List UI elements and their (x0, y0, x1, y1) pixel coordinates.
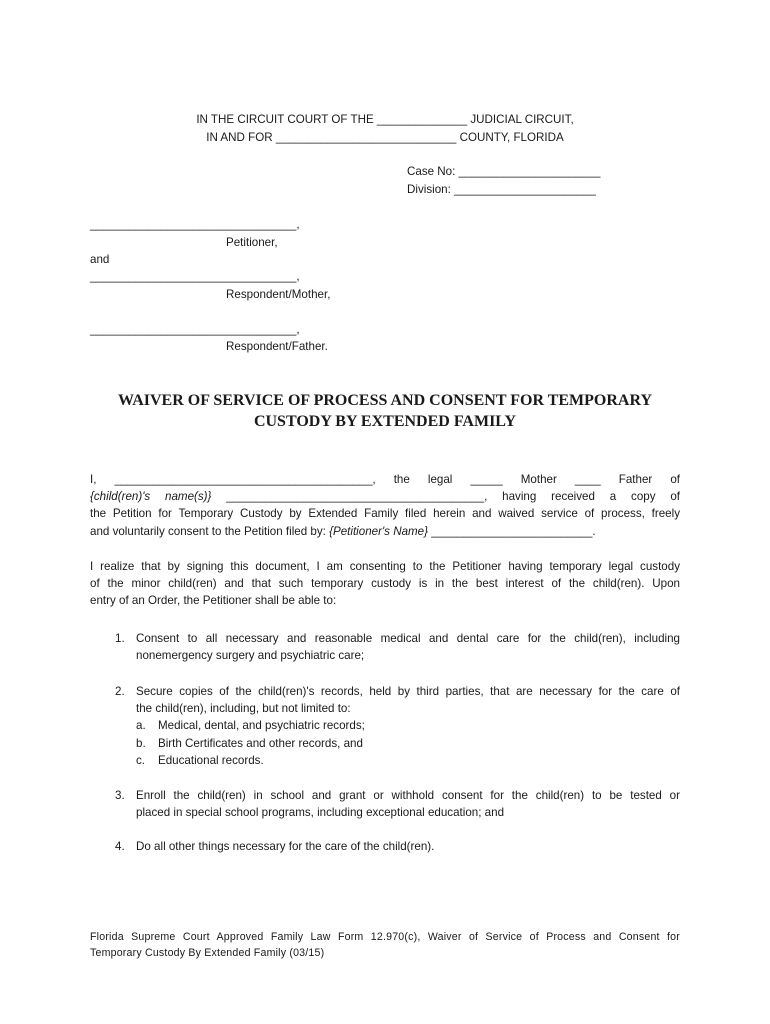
sub-item-label: a. (136, 719, 146, 732)
document-title (90, 390, 680, 432)
item-text-line2: the child(ren), including, but not limited to: (136, 702, 351, 716)
consent-line4-end: _________________________. (428, 524, 596, 538)
sub-item-label: b. (136, 737, 146, 750)
realization-line1: I realize that by signing this document, I am consenting to the Petitioner having temporary legal custody (90, 560, 680, 573)
petitioner-name-placeholder: {Petitioner's Name} (329, 524, 428, 538)
consent-line4-text: and voluntarily consent to the Petition filed by: (90, 524, 330, 538)
consent-paragraph (90, 471, 680, 540)
title-line1: WAIVER OF SERVICE OF PROCESS AND CONSENT FOR TEMPORARY (117, 392, 653, 409)
division: Division: ______________________ (407, 183, 596, 196)
sub-item-text: Educational records. (158, 754, 264, 767)
item-text-line2: nonemergency surgery and psychiatric care; (136, 649, 365, 663)
court-header-line1: IN THE CIRCUIT COURT OF THE ______________ JUDICIAL CIRCUIT, (196, 113, 574, 126)
father-label: Respondent/Father. (226, 340, 328, 353)
and-label: and (90, 253, 110, 266)
consent-line2-text: ________________________________________, having received a copy of (211, 490, 680, 504)
consent-line3: the Petition for Temporary Custody by Extended Family filed herein and waived service of process, freely (90, 507, 680, 521)
item-text-line1: Secure copies of the child(ren)'s records, held by third parties, that are necessary for the care of (136, 685, 680, 698)
sub-item-b (136, 735, 363, 752)
sub-item-text: Birth Certificates and other records, and (158, 737, 363, 750)
sub-item-text: Medical, dental, and psychiatric records; (158, 719, 365, 732)
father-blank: ________________________________, (90, 323, 300, 336)
footer-line1: Florida Supreme Court Approved Family Law Form 12.970(c), Waiver of Service of Process and Consent for (90, 931, 680, 943)
footer-line2: Temporary Custody By Extended Family (03/15) (90, 947, 325, 959)
item-number: 1. (115, 632, 125, 645)
item-text-line1: Consent to all necessary and reasonable medical and dental care for the child(ren), including (136, 632, 680, 645)
realization-paragraph (90, 558, 680, 610)
sub-item-a (136, 717, 365, 734)
item-text-line1: Do all other things necessary for the care of the child(ren). (136, 840, 435, 853)
court-header-line2: IN AND FOR ____________________________ COUNTY, FLORIDA (206, 131, 564, 144)
sub-item-c (136, 752, 264, 769)
petitioner-blank: ________________________________, (90, 218, 300, 231)
consent-line2 (90, 488, 680, 505)
item-number: 3. (115, 789, 125, 802)
case-number: Case No: ______________________ (407, 165, 601, 178)
consent-line1: I, ________________________________________, the legal _____ Mother ____ Father of (90, 473, 680, 486)
item-number: 2. (115, 685, 125, 698)
form-footer (90, 929, 680, 961)
title-line2: CUSTODY BY EXTENDED FAMILY (253, 413, 517, 430)
children-names-placeholder: {child(ren)'s name(s)} (90, 490, 212, 504)
consent-line4 (90, 523, 680, 540)
sub-item-label: c. (136, 754, 146, 767)
item-text-line1: Enroll the child(ren) in school and grant or withhold consent for the child(ren) to be tested or (136, 789, 680, 802)
item-number: 4. (115, 840, 125, 853)
realization-line2: of the minor child(ren) and that such temporary custody is in the best interest of the child(ren). Upon (90, 577, 680, 591)
mother-label: Respondent/Mother, (226, 288, 331, 301)
item-text-line2: placed in special school programs, including exceptional education; and (136, 806, 505, 820)
petitioner-label: Petitioner, (226, 236, 278, 249)
realization-line3: entry of an Order, the Petitioner shall be able to: (90, 594, 337, 608)
mother-blank: ________________________________, (90, 270, 300, 283)
